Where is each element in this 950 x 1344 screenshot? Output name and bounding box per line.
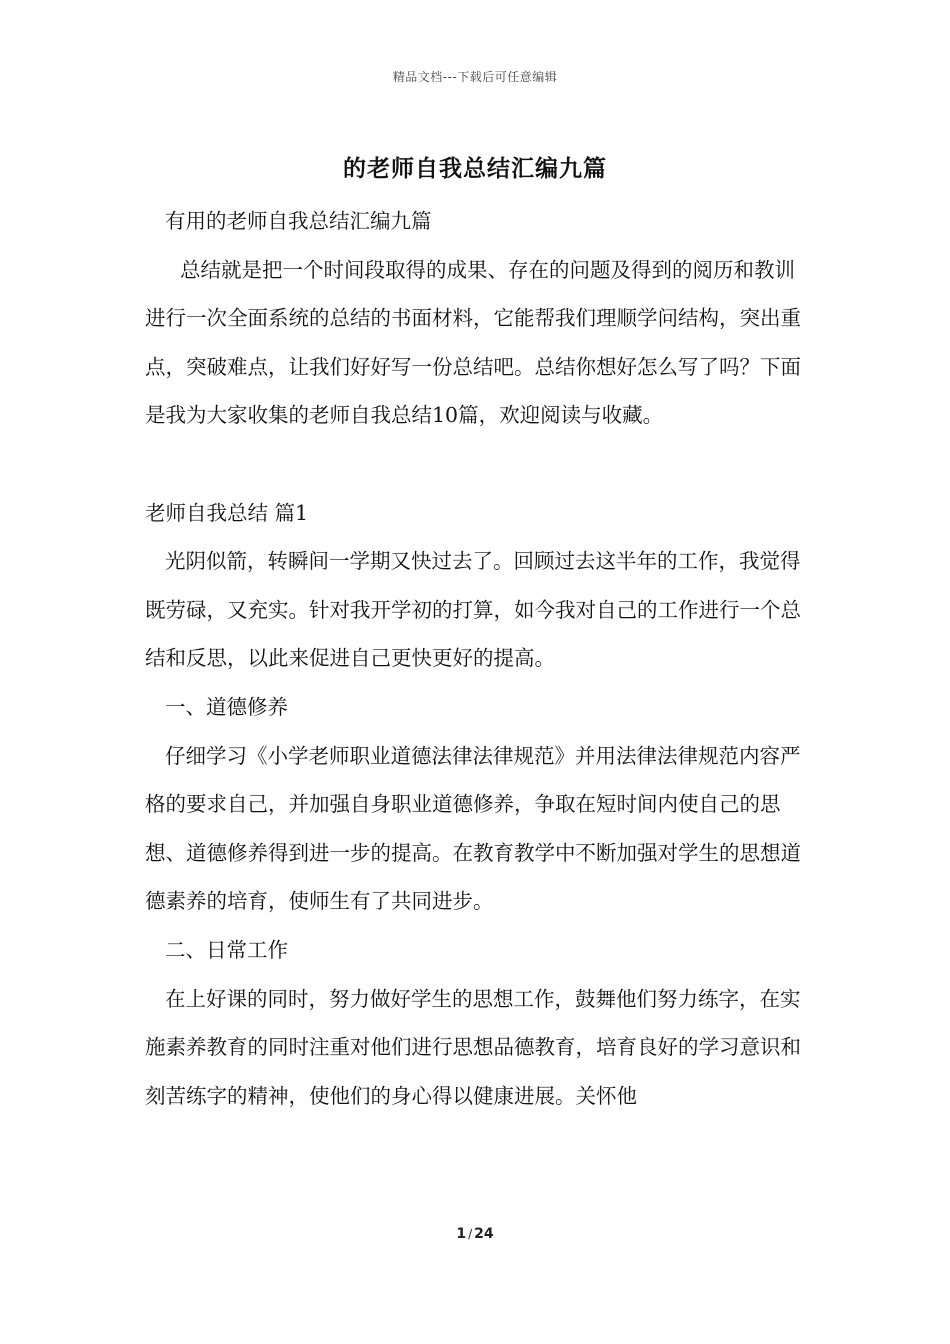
document-title: 的老师自我总结汇编九篇 [343, 156, 607, 182]
page-separator: / [468, 1227, 473, 1241]
subheading: 二、日常工作 [165, 937, 288, 962]
paragraph-spacer [145, 440, 815, 489]
document-subtitle: 有用的老师自我总结汇编九篇 [165, 209, 432, 233]
total-pages: 24 [474, 1226, 494, 1242]
document-body [145, 197, 815, 1120]
section-heading: 老师自我总结 篇1 [145, 500, 309, 525]
paragraph: 光阴似箭，转瞬间一学期又快过去了。回顾过去这半年的工作，我觉得既劳碌，又充实。针对我开学初的打算，如今我对自己的工作进行一个总结和反思，以此来促进自己更快更好的提高。 [145, 549, 801, 671]
current-page: 1 [456, 1226, 467, 1242]
intro-paragraph: 总结就是把一个时间段取得的成果、存在的问题及得到的阅历和教训进行一次全面系统的总结的书面材料，它能帮我们理顺学问结构，突出重点，突破难点，让我们好好写一份总结吧。总结你想好怎么写了吗？下面是我为大家收集的老师自我总结10篇，欢迎阅读与收藏。 [145, 257, 801, 428]
subheading: 一、道德修养 [165, 694, 288, 719]
page-number [0, 1226, 950, 1242]
paragraph: 在上好课的同时，努力做好学生的思想工作，鼓舞他们努力练字，在实施素养教育的同时注重对他们进行思想品德教育，培育良好的学习意识和刻苦练字的精神，使他们的身心得以健康进展。关怀他 [145, 986, 801, 1108]
paragraph: 仔细学习《小学老师职业道德法律法律规范》并用法律法律规范内容严格的要求自己，并加强自身职业道德修养，争取在短时间内使自己的思想、道德修养得到进一步的提高。在教育教学中不断加强对学生的思想道德素养的培育，使师生有了共同进步。 [145, 743, 801, 914]
header-note: 精品文档---下载后可任意编辑 [392, 70, 558, 84]
